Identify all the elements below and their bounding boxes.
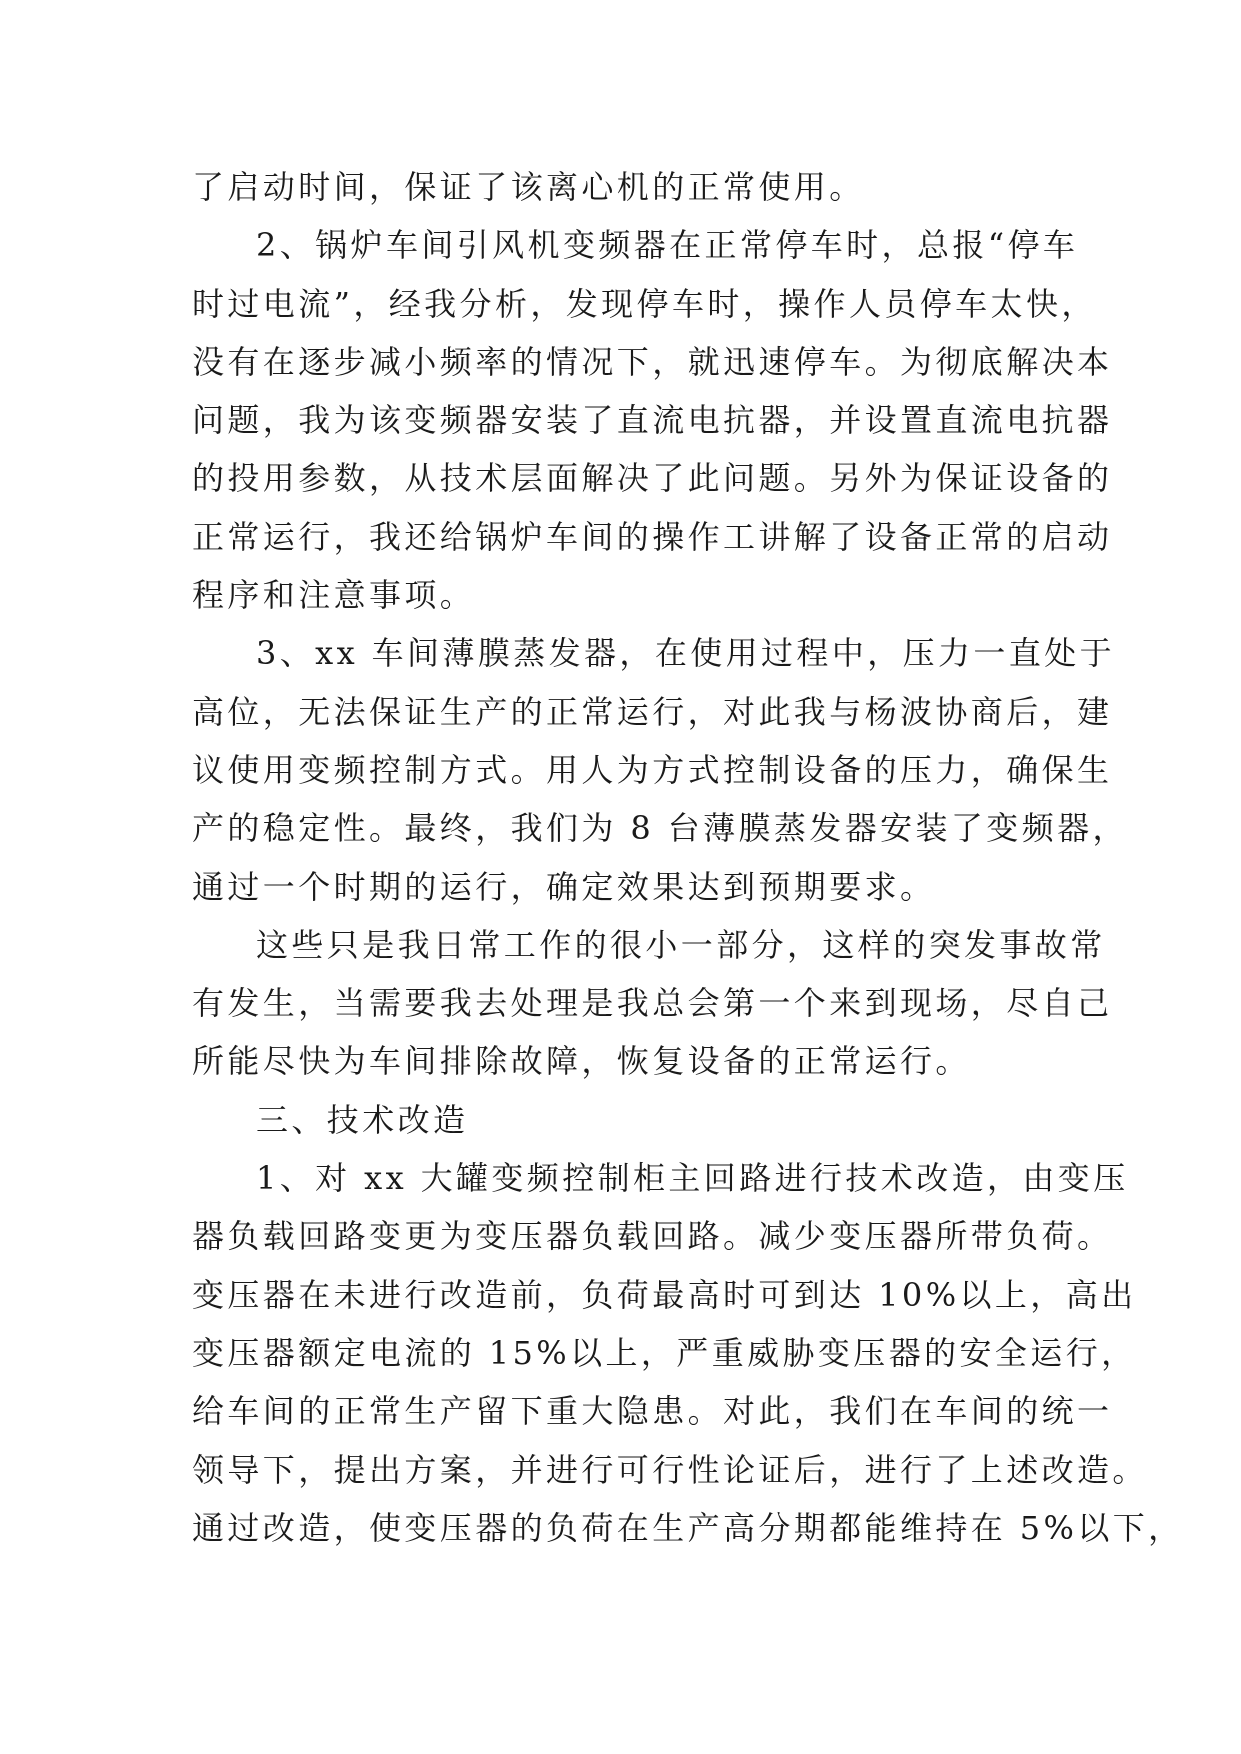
text-line: 所能尽快为车间排除故障，恢复设备的正常运行。 xyxy=(192,1042,971,1081)
text-line: 变压器额定电流的 15%以上，严重威胁变压器的安全运行， xyxy=(192,1333,1137,1372)
text-line: 3、xx 车间薄膜蒸发器，在使用过程中，压力一直处于 xyxy=(256,634,1116,673)
text-line: 产的稳定性。最终，我们为 8 台薄膜蒸发器安装了变频器， xyxy=(192,809,1128,848)
text-line: 变压器在未进行改造前，负荷最高时可到达 10%以上，高出 xyxy=(192,1275,1137,1314)
text-line: 通过改造，使变压器的负荷在生产高分期都能维持在 5%以下， xyxy=(192,1508,1184,1547)
text-line: 议使用变频控制方式。用人为方式控制设备的压力，确保生 xyxy=(192,750,1113,789)
text-line: 2、锅炉车间引风机变频器在正常停车时，总报“停车 xyxy=(256,226,1079,265)
text-line: 程序和注意事项。 xyxy=(192,576,476,615)
text-line: 领导下，提出方案，并进行可行性论证后，进行了上述改造。 xyxy=(192,1450,1148,1489)
text-line: 没有在逐步减小频率的情况下，就迅速停车。为彻底解决本 xyxy=(192,342,1113,381)
text-line: 三、技术改造 xyxy=(256,1100,469,1139)
text-line: 1、对 xx 大罐变频控制柜主回路进行技术改造，由变压 xyxy=(256,1159,1129,1198)
text-line: 器负载回路变更为变压器负载回路。减少变压器所带负荷。 xyxy=(192,1217,1113,1256)
text-line: 问题，我为该变频器安装了直流电抗器，并设置直流电抗器 xyxy=(192,401,1113,440)
text-line: 通过一个时期的运行，确定效果达到预期要求。 xyxy=(192,867,936,906)
text-line: 这些只是我日常工作的很小一部分，这样的突发事故常 xyxy=(256,925,1106,964)
text-line: 正常运行，我还给锅炉车间的操作工讲解了设备正常的启动 xyxy=(192,517,1113,556)
text-line: 的投用参数，从技术层面解决了此问题。另外为保证设备的 xyxy=(192,459,1113,498)
text-line: 了启动时间，保证了该离心机的正常使用。 xyxy=(192,168,865,206)
text-line: 高位，无法保证生产的正常运行，对此我与杨波协商后，建 xyxy=(192,692,1113,731)
text-line: 时过电流”，经我分析，发现停车时，操作人员停车太快， xyxy=(192,284,1097,323)
document-body xyxy=(192,158,1184,1557)
text-line: 有发生，当需要我去处理是我总会第一个来到现场，尽自己 xyxy=(192,984,1113,1023)
text-line: 给车间的正常生产留下重大隐患。对此，我们在车间的统一 xyxy=(192,1392,1113,1431)
